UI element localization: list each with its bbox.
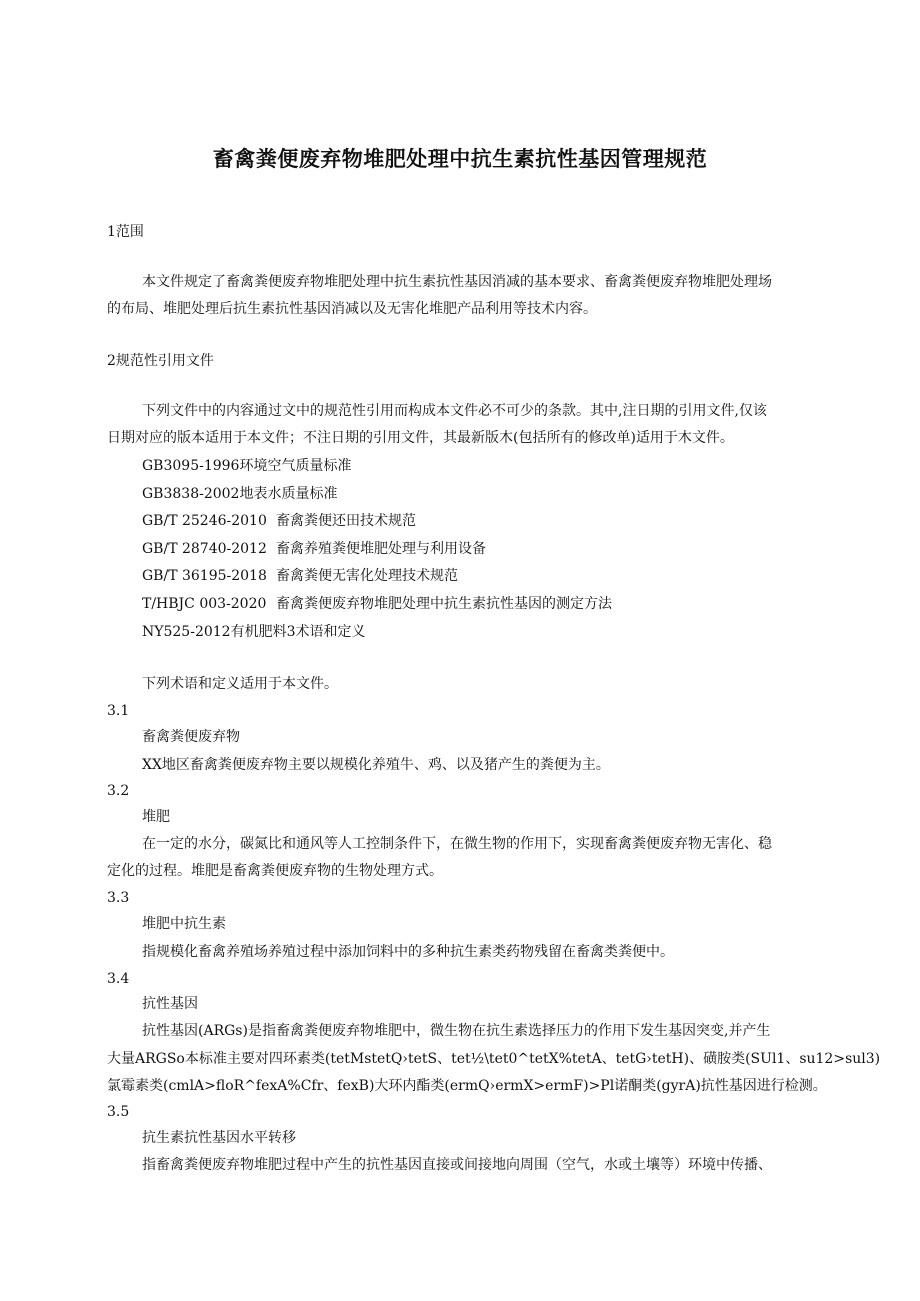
term-number: 3.1 <box>107 703 130 719</box>
reference-name: 畜禽养殖粪便堆肥处理与利用设备 <box>276 541 486 557</box>
term-definition: 指畜禽粪便废弃物堆肥过程中产生的抗性基因直接或间接地向周围（空气，水或土壤等）环境中传播、 <box>142 1157 772 1173</box>
reference-name: 畜禽粪便无害化处理技术规范 <box>276 568 458 584</box>
reference-name: 畜禽粪便还田技术规范 <box>276 513 416 529</box>
term-number: 3.4 <box>107 971 130 987</box>
reference-name: 畜禽粪便废弃物堆肥处理中抗生素抗性基因的测定方法 <box>276 596 612 612</box>
term-definition: 氯霉素类(cmlA>floR^fexA%Cfr、fexB)大环内酯类(ermQ›ermX>ermF)>Pl诺酮类(gyrA)抗性基因进行检测。 <box>107 1078 827 1094</box>
term-number: 3.2 <box>107 783 130 799</box>
term-name: 抗生素抗性基因水平转移 <box>142 1130 296 1146</box>
term-definition: XX地区畜禽粪便废弃物主要以规模化养殖牛、鸡、以及猪产生的粪便为主。 <box>142 757 610 773</box>
term-definition: 定化的过程。堆肥是畜禽粪便废弃物的生物处理方式。 <box>107 863 443 879</box>
reference-code: GB/T 25246-2010 <box>142 513 267 529</box>
term-definition: 大量ARGSo本标准主要对四环素类(tetMstetQ›tetS、tet½\tet0^tetX%tetA、tetG›tetH)、磺胺类(SUl1、su12>sul3) <box>107 1051 881 1067</box>
term-definition: 指规模化畜禽养殖场养殖过程中添加饲料中的多种抗生素类药物残留在畜禽类粪便中。 <box>142 944 674 960</box>
paragraph-line: 的布局、堆肥处理后抗生素抗性基因消减以及无害化堆肥产品利用等技术内容。 <box>107 301 597 317</box>
reference-item <box>142 566 458 586</box>
reference-item: GB3838-2002地表水质量标准 <box>142 486 338 502</box>
section-heading: 1范围 <box>107 224 144 240</box>
terms-intro: 下列术语和定义适用于本文件。 <box>142 676 338 692</box>
term-number: 3.5 <box>107 1104 130 1120</box>
reference-code: GB/T 28740-2012 <box>142 541 267 557</box>
term-name: 堆肥中抗生素 <box>142 916 226 932</box>
reference-item: NY525-2012有机肥料3术语和定义 <box>142 624 366 640</box>
term-definition: 在一定的水分，碳氮比和通风等人工控制条件下，在微生物的作用下，实现畜禽粪便废弃物无害化、稳 <box>142 836 772 852</box>
term-number: 3.3 <box>107 890 130 906</box>
term-name: 畜禽粪便废弃物 <box>142 729 240 745</box>
paragraph-line: 日期对应的版本适用于本文件；不注日期的引用文件，其最新版木(包括所有的修改单)适用于木文件。 <box>107 430 734 446</box>
term-name: 抗性基因 <box>142 996 198 1012</box>
term-definition: 抗性基因(ARGs)是指畜禽粪便废弃物堆肥中，微生物在抗生素选择压力的作用下发生基因突变,并产生 <box>142 1023 771 1039</box>
reference-code: T/HBJC 003-2020 <box>142 596 267 612</box>
paragraph-line: 本文件规定了畜禽粪便废弃物堆肥处理中抗生素抗性基因消减的基本要求、畜禽粪便废弃物堆肥处理场 <box>142 274 772 290</box>
reference-item: GB3095-1996环境空气质量标准 <box>142 458 352 474</box>
paragraph-line: 下列文件中的内容通过文中的规范性引用而构成本文件必不可少的条款。其中,注日期的引用文件,仅该 <box>142 403 767 419</box>
term-name: 堆肥 <box>142 809 170 825</box>
reference-code: GB/T 36195-2018 <box>142 568 267 584</box>
section-heading: 2规范性引用文件 <box>107 353 214 369</box>
reference-item <box>142 539 486 559</box>
reference-item <box>142 511 416 531</box>
page-title: 畜禽粪便废弃物堆肥处理中抗生素抗性基因管理规范 <box>212 147 708 171</box>
reference-item <box>142 594 612 614</box>
